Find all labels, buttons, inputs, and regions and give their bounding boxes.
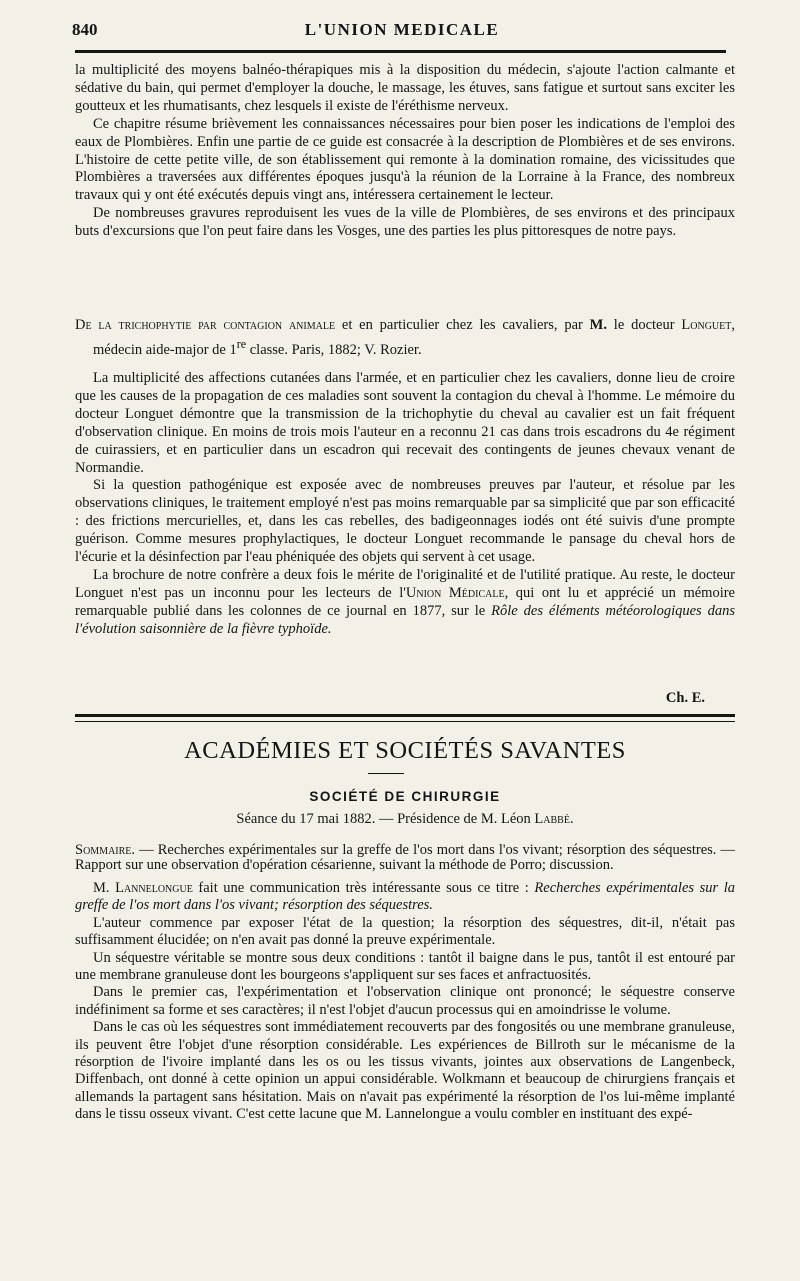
header-rule (75, 50, 726, 53)
book-title-rest: et en particulier chez les cavaliers, par (335, 317, 590, 333)
session-end: . (569, 811, 574, 827)
text-run: fait une communication très intéressante sous ce titre : (192, 880, 535, 896)
communication-text (75, 880, 735, 1124)
session-text: Séance du 17 mai 1882. — Présidence de M. Léon (236, 811, 535, 827)
paragraph (75, 880, 735, 915)
book-title: De la trichophytie par contagion animale (75, 317, 336, 333)
author-rank: , médecin aide-major de 1 (93, 317, 735, 358)
communication-title: Recherches expérimentales sur la greffe de l'os mort dans l'os vivant; résorption des séquestres. (75, 880, 735, 914)
review-signature: Ch. E. (665, 690, 705, 706)
page-number: 840 (72, 20, 98, 39)
paragraph: Dans le premier cas, l'expérimentation et l'observation clinique ont prononcé; le séquestre conserve indéfiniment sa forme et ses caractères; il n'est l'objet d'aucun processus qui en amoindrisse le volume. (75, 984, 735, 1018)
book-citation (75, 316, 735, 360)
paragraph: L'auteur commence par exposer l'état de la question; la résorption des séquestres, dit-il, n'était pas suffisamment élucidée; on n'en avait pas donné la preuve expérimentale. (75, 914, 735, 949)
paragraph: Ce chapitre résume brièvement les connaissances nécessaires pour bien poser les indications de l'emploi des eaux de Plombières. Enfin une partie de ce guide est consacrée à la description de Plombières et de ses environs. L'histoire de cette petite ville, de son établissement qui remonte à la domination romaine, des vicissitudes que Plombières a traversées aux différentes époques jusqu'à la réunion de la Lorraine à la France, des nombreux travaux qui y ont été exécutés depuis vingt ans, intéressera certainement le lecteur. (75, 115, 735, 204)
text-run: M. (93, 880, 116, 896)
section-rule (75, 714, 735, 722)
text-run: La brochure de notre confrère a deux fois le mérite de l'originalité et de l'utilité pratique. Au reste, le docteur Longuet n'est pas un inconnu pour les lecteurs de l' (75, 566, 735, 601)
paragraph: Un séquestre véritable se montre sous deux conditions : tantôt il baigne dans le pus, tantôt il est entouré par une membrane granuleuse dont les bourgeons s'appliquent sur ses faces et anfractuosités. (75, 949, 735, 984)
publication-info: classe. Paris, 1882; V. Rozier. (246, 341, 422, 358)
author-prefix: M. (589, 317, 607, 333)
speaker-name: Lannelongue (115, 880, 193, 896)
society-title: SOCIÉTÉ DE CHIRURGIE (309, 789, 501, 804)
paragraph: Si la question pathogénique est exposée avec de nombreuses preuves par l'auteur, et résolue par les observations cliniques, le traitement employé n'est pas moins remarquable par sa simplicité que par son efficacité : des frictions mercurielles, et, dans les cas rebelles, des badigeonnages iodés ont été suivis d'une prompte guérison. Comme mesures prophylactiques, le docteur Longuet recommande le pansage du cheval hors de l'écurie et la désinfection par l'eau phéniquée des objets qui servent à cet usage. (75, 477, 735, 566)
title-underline (368, 773, 404, 774)
session-summary (75, 843, 735, 873)
text-run: , qui ont lu et apprécié un mémoire remarquable publié dans les colonnes de ce journal en 1877, sur le (75, 584, 735, 619)
session-line (75, 811, 735, 828)
president-name: Labbé (534, 811, 570, 827)
page-header (62, 18, 742, 44)
summary-label: Sommaire. (75, 842, 136, 858)
paragraph: la multiplicité des moyens balnéo-thérapiques mis à la disposition du médecin, s'ajoute l'action calmante et sédative du bain, qui permet d'employer la douche, le massage, les étuves, sans fatigue et surtout sans exciter les goutteux et les rhumatisants, chez lesquels il existe de l'éréthisme nerveux. (75, 62, 735, 114)
author-name: Longuet (681, 317, 732, 333)
ordinal-superscript: re (236, 337, 247, 351)
book-review (75, 370, 735, 639)
paragraph: De nombreuses gravures reproduisent les vues de la ville de Plombières, de ses environs et des principaux buts d'excursions que l'on peut faire dans les Vosges, une des parties les plus pittoresques de notre pays. (75, 205, 735, 240)
paragraph (75, 567, 735, 639)
running-title: L'UNION MEDICALE (304, 20, 500, 39)
review-continuation (75, 62, 735, 241)
author-title: le docteur (606, 317, 682, 333)
paragraph: La multiplicité des affections cutanées dans l'armée, et en particulier chez les cavaliers, donne lieu de croire que les causes de la propagation de ces maladies sont souvent la contagion du cheval à l'homme. Le mémoire du docteur Longuet démontre que la transmission de la trichophytie du cheval au cavalier est un fait fréquent d'observation clinique. En moins de trois mois l'auteur en a reconnu 21 cas dans trois escadrons du 4e régiment de cuirassiers, et en particulier dans un escadron qui recevait des contingents de jeunes chevaux venant de Normandie. (75, 370, 735, 476)
paragraph: Dans le cas où les séquestres sont immédiatement recouverts par des fongosités ou une membrane granuleuse, ils peuvent être l'objet d'une résorption considérable. Les expériences de Billroth sur le mécanisme de la résorption de l'ivoire implanté dans les os ou les tissus vivants, jointes aux observations de Langenbeck, Diffenbach, ont donné à cette opinion un appui considérable. Wolkmann et beaucoup de chirurgiens français et allemands la partagent sans hésitation. Mais on n'avait pas expérimenté la résorption de l'os lui-même implanté dans le tissu osseux vivant. C'est cette lacune que M. Lannelongue a voulu combler en instituant des expé- (75, 1019, 735, 1123)
memoir-title: Rôle des éléments météorologiques dans l'évolution saisonnière de la fièvre typhoïde. (75, 602, 735, 637)
book-entry (75, 316, 735, 360)
section-title: ACADÉMIES ET SOCIÉTÉS SAVANTES (184, 737, 626, 764)
summary-text: — Recherches expérimentales sur la greffe de l'os mort dans l'os vivant; résorption des séquestres. — Rapport sur une observation d'opération césarienne, suivant la méthode de Porro; discussion. (75, 842, 735, 873)
journal-name: Union Médicale (405, 584, 505, 601)
